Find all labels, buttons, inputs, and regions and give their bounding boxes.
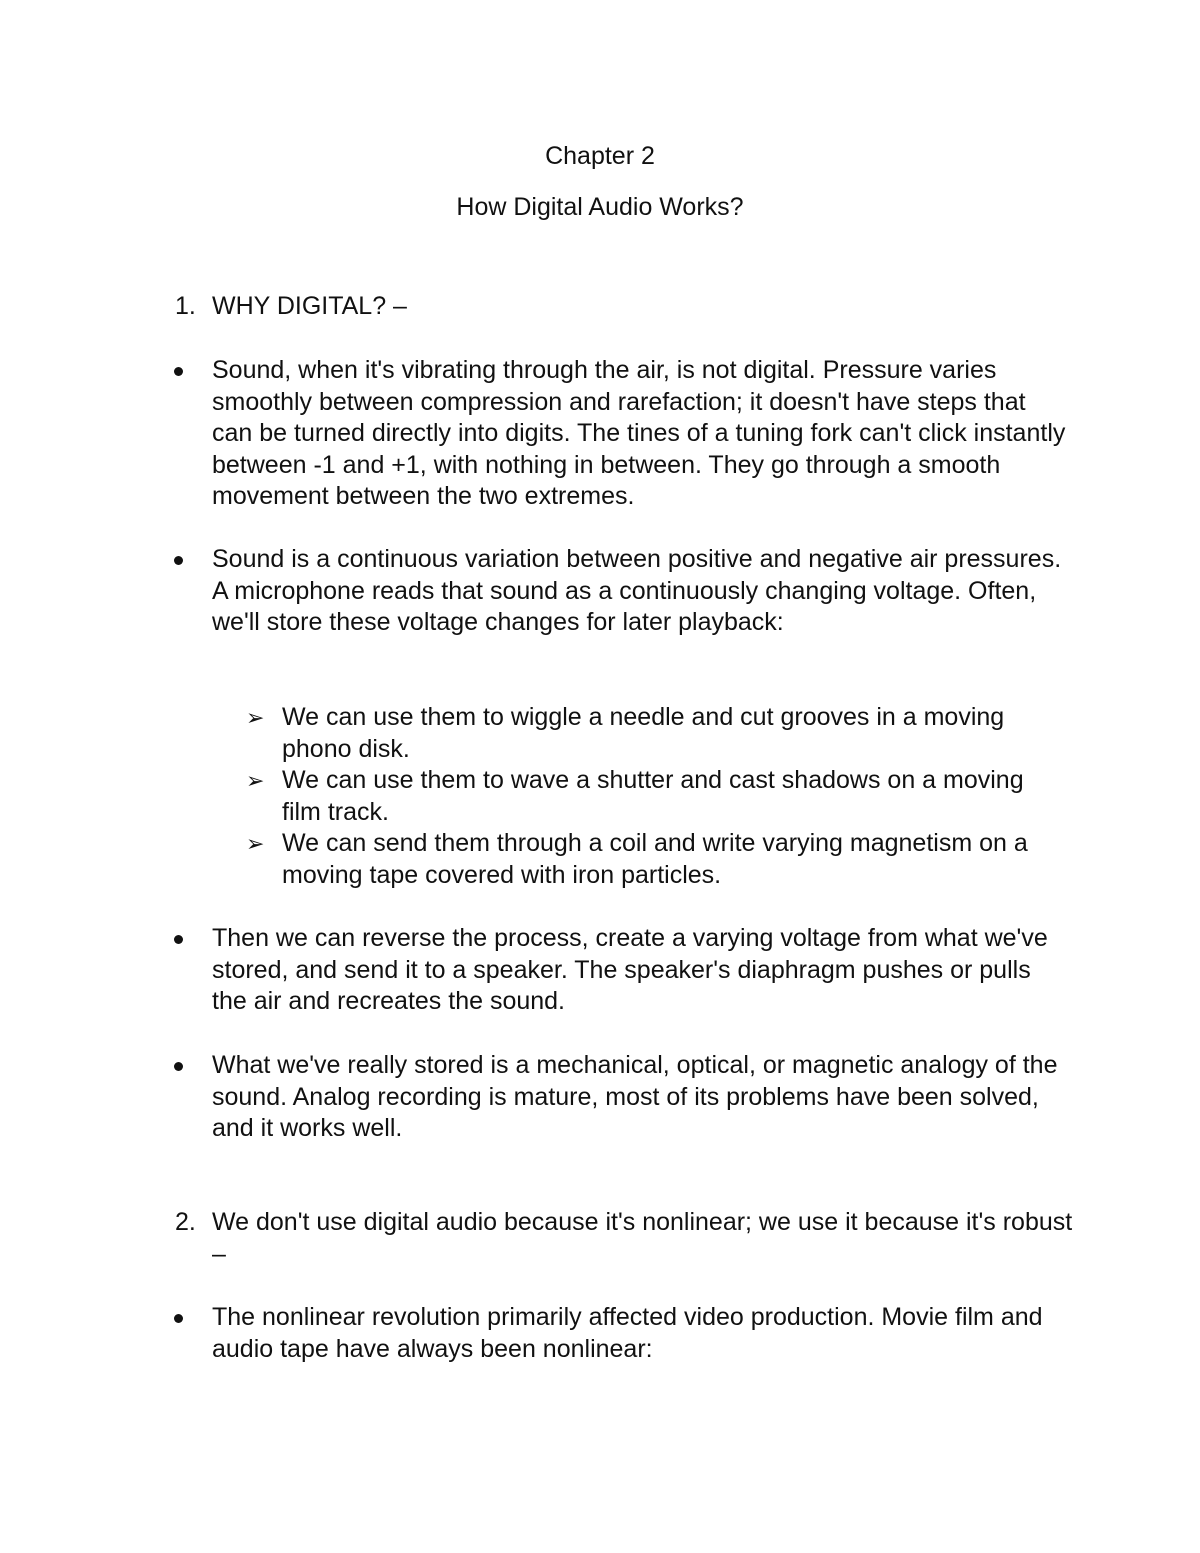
bullet-item: [170, 544, 1070, 639]
bullet-dot-icon: [174, 1314, 183, 1323]
section-2-heading-text: We don't use digital audio because it's nonlinear; we use it because it's robust –: [212, 1208, 1073, 1268]
sub-list-text: We can use them to wave a shutter and cast shadows on a moving film track.: [282, 766, 1024, 826]
bullet-text: Sound is a continuous variation between positive and negative air pressures. A microphone reads that sound as a continuously changing voltage. Often, we'll store these voltage changes for later playback:: [212, 545, 1062, 636]
bullet-text: Then we can reverse the process, create a varying voltage from what we've stored, and send it to a speaker. The speaker's diaphragm pushes or pulls the air and recreates the sound.: [212, 924, 1048, 1015]
sub-list-text: We can use them to wiggle a needle and cut grooves in a moving phono disk.: [282, 703, 1005, 763]
bullet-item: [170, 923, 1070, 1018]
arrow-bullet-icon: ➢: [246, 768, 265, 793]
bullet-dot-icon: [174, 367, 183, 376]
sub-list-item: [246, 828, 1066, 891]
section-2-number: 2.: [175, 1208, 196, 1236]
bullet-item: [170, 355, 1070, 513]
section-1-heading-text: WHY DIGITAL? –: [212, 292, 407, 320]
sub-list-item: [246, 702, 1066, 765]
bullet-dot-icon: [174, 1062, 183, 1071]
bullet-dot-icon: [174, 935, 183, 944]
section-1-number: 1.: [175, 292, 196, 320]
page-title: How Digital Audio Works?: [456, 193, 744, 221]
bullet-dot-icon: [174, 556, 183, 565]
bullet-text: What we've really stored is a mechanical, optical, or magnetic analogy of the sound. Analog recording is mature, most of its problems have been solved, and it works well.: [212, 1051, 1058, 1142]
sub-list-text: We can send them through a coil and write varying magnetism on a moving tape covered with iron particles.: [282, 829, 1028, 889]
arrow-bullet-icon: ➢: [246, 705, 265, 730]
bullet-text: Sound, when it's vibrating through the air, is not digital. Pressure varies smoothly between compression and rarefaction; it doesn't have steps that can be turned directly into digits. The tines of a tuning fork can't click instantly between -1 and +1, with nothing in between. They go through a smooth movement between the two extremes.: [212, 356, 1066, 510]
section-1-heading: [175, 291, 1075, 323]
arrow-bullet-icon: ➢: [246, 831, 265, 856]
sub-list-item: [246, 765, 1066, 828]
bullet-item: [170, 1050, 1070, 1145]
section-2-heading: [175, 1207, 1075, 1270]
bullet-text: The nonlinear revolution primarily affected video production. Movie film and audio tape have always been nonlinear:: [212, 1303, 1043, 1363]
chapter-label: Chapter 2: [545, 142, 655, 170]
bullet-item: [170, 1302, 1070, 1365]
